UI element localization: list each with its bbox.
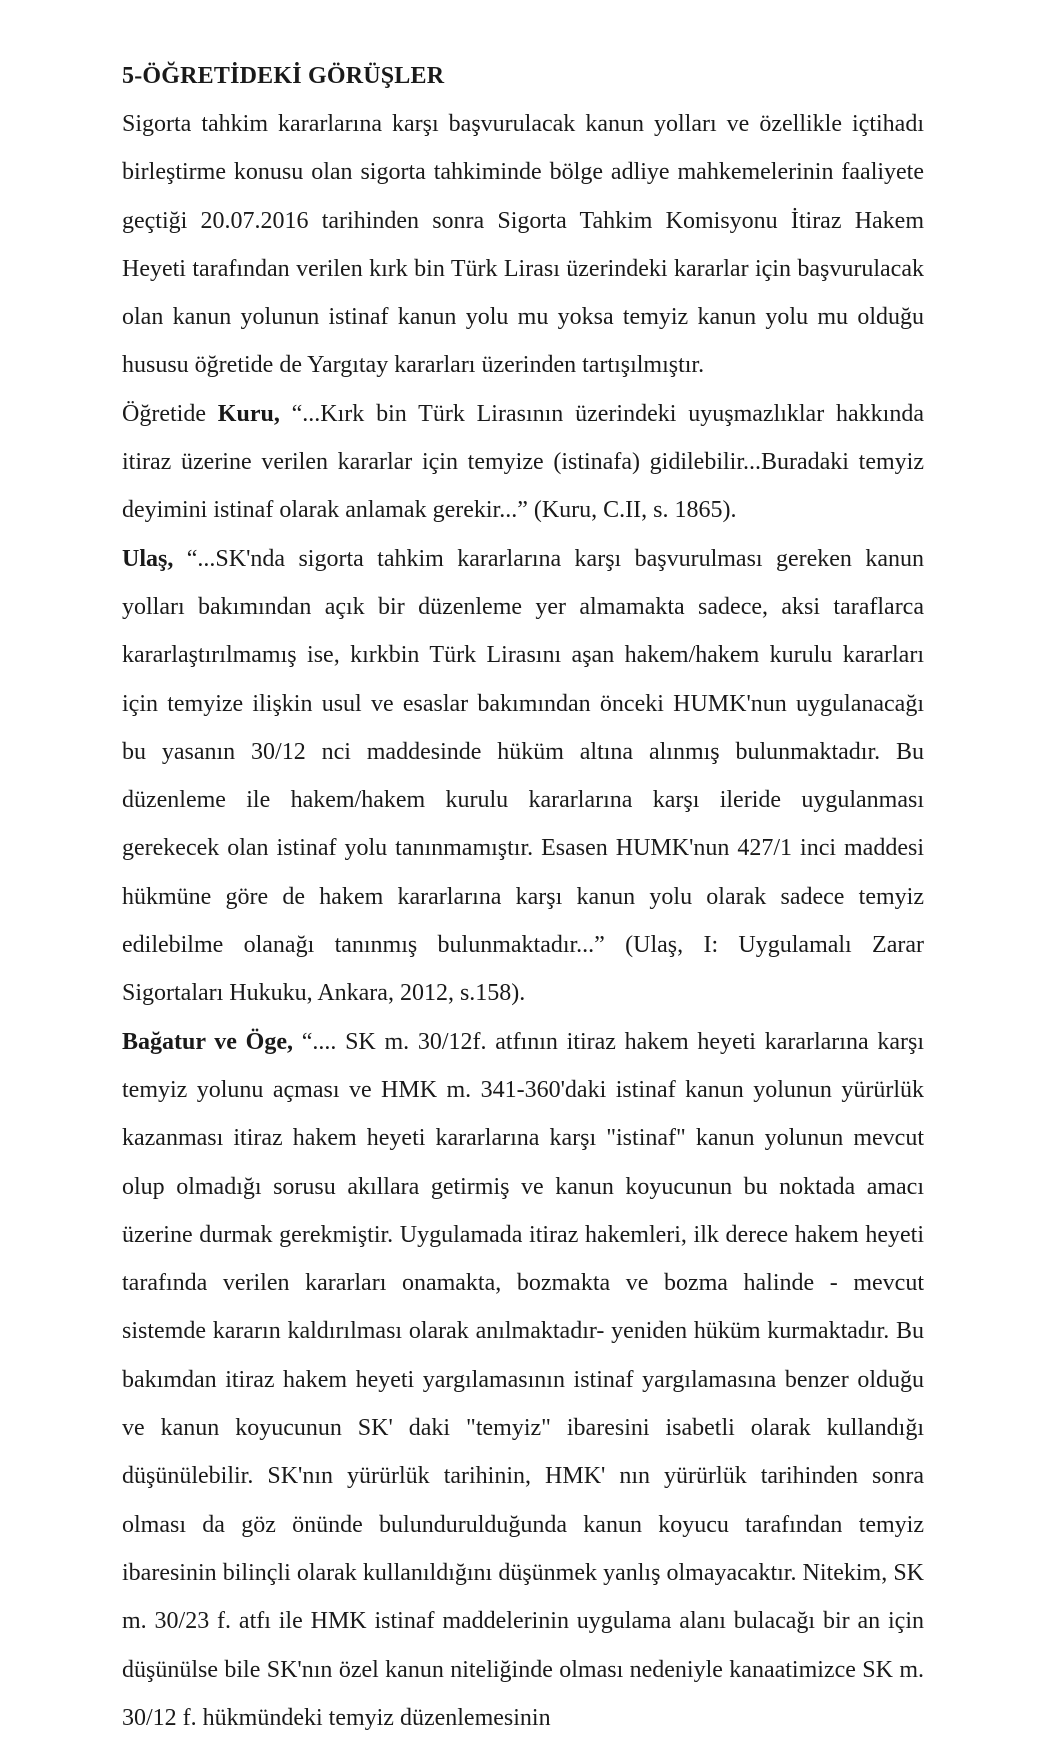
intro-paragraph [122, 100, 924, 390]
kuru-prefix: Öğretide [122, 400, 218, 427]
intro-text: Sigorta tahkim kararlarına karşı başvurulacak kanun yolları ve özellikle içtihadı birleştirme konusu olan sigorta tahkiminde bölge adliye mahkemelerinin faaliyete geçtiği 20.07.2016 tarihinden sonra Sigorta Tahkim Komisyonu İtiraz Hakem Heyeti tarafından verilen kırk bin Türk Lirası üzerindeki kararlar için başvurulacak olan kanun yolunun istinaf kanun yolu mu yoksa temyiz kanun yolu mu olduğu hususu öğretide de Yargıtay kararları üzerinden tartışılmıştır. [122, 111, 924, 379]
ulas-quote: “...SK'nda sigorta tahkim kararlarına karşı başvurulması gereken kanun yolları bakımından açık bir düzenleme yer almamakta sadece, aksi taraflarca kararlaştırılmamış ise, kırkbin Türk Lirasını aşan hakem/hakem kurulu kararları için temyize ilişkin usul ve esaslar bakımından önceki HUMK'nun uygulanacağı bu yasanın 30/12 nci maddesinde hüküm altına alınmış bulunmaktadır. Bu düzenleme ile hakem/hakem kurulu kararlarına karşı ileride uygulanması gerekecek olan istinaf yolu tanınmamıştır. Esasen HUMK'nun 427/1 inci maddesi hükmüne göre de hakem kararlarına karşı kanun yolu olarak sadece temyiz edilebilme olanağı tanınmış bulunmaktadır...” (Ulaş, I: Uygulamalı Zarar Sigortaları Hukuku, Ankara, 2012, s.158). [122, 545, 924, 1007]
kuru-paragraph [122, 390, 924, 535]
bagatur-author: Bağatur ve Öge, [122, 1028, 293, 1055]
ulas-paragraph [122, 535, 924, 1018]
kuru-author: Kuru, [217, 400, 280, 427]
section-title: 5-ÖĞRETİDEKİ GÖRÜŞLER [122, 63, 445, 89]
bagatur-quote: “.... SK m. 30/12f. atfının itiraz hakem heyeti kararlarına karşı temyiz yolunu açması ve HMK m. 341-360'daki istinaf kanun yolunun yürürlük kazanması itiraz hakem heyeti kararlarına karşı "istinaf" kanun yolunun mevcut olup olmadığı sorusu akıllara getirmiş ve kanun koyucunun bu noktada amacı üzerine durmak gerekmiştir. Uygulamada itiraz hakemleri, ilk derece hakem heyeti tarafında verilen kararları onamakta, bozmakta ve bozma halinde - mevcut sistemde kararın kaldırılması olarak anılmaktadır- yeniden hüküm kurmaktadır. Bu bakımdan itiraz hakem heyeti yargılamasının istinaf yargılamasına benzer olduğu ve kanun koyucunun SK' daki "temyiz" ibaresini isabetli olarak kullandığı düşünülebilir. SK'nın yürürlük tarihinin, HMK' nın yürürlük tarihinden sonra olması da göz önünde bulundurulduğunda kanun koyucu tarafından temyiz ibaresinin bilinçli olarak kullanıldığını düşünmek yanlış olmayacaktır. Nitekim, SK m. 30/23 f. atfı ile HMK istinaf maddelerinin uygulama alanı bulacağı bir an için düşünülse bile SK'nın özel kanun niteliğinde olması nedeniyle kanaatimizce SK m. 30/12 f. hükmündeki temyiz düzenlemesinin [122, 1028, 924, 1731]
document-page [122, 52, 924, 1742]
ulas-author: Ulaş, [122, 545, 174, 572]
bagatur-paragraph [122, 1018, 924, 1742]
kuru-quote: “...Kırk bin Türk Lirasının üzerindeki uyuşmazlıklar hakkında itiraz üzerine verilen kararlar için temyize (istinafa) gidilebilir...Buradaki temyiz deyimini istinaf olarak anlamak gerekir...” (Kuru, C.II, s. 1865). [122, 400, 924, 524]
